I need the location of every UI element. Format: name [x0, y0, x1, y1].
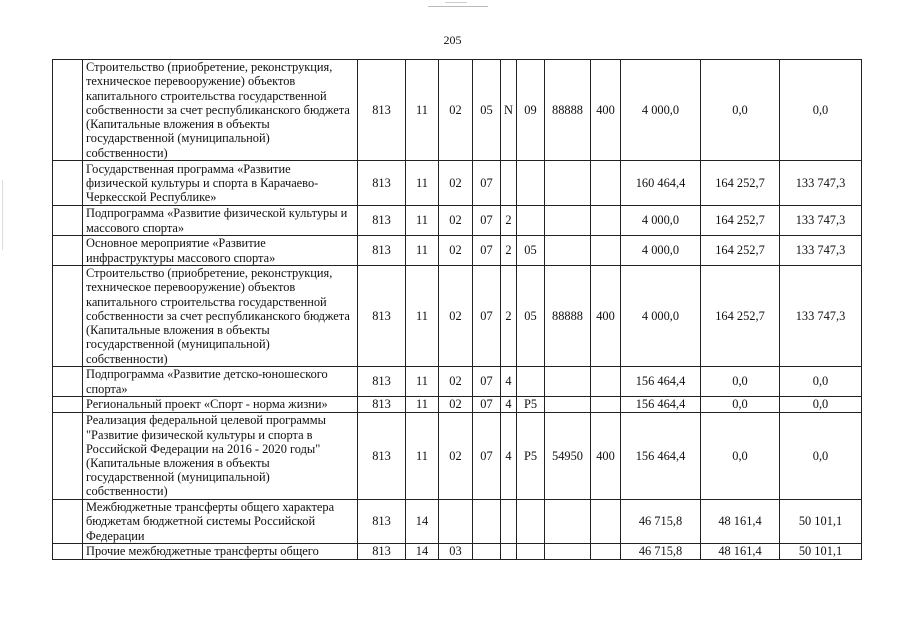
grbs-code: 813 — [358, 544, 406, 560]
sum-year-2: 164 252,7 — [701, 236, 780, 266]
subprogram-code — [501, 161, 517, 206]
direction-code — [545, 206, 591, 236]
blank-cell — [53, 544, 83, 560]
sum-year-1: 156 464,4 — [621, 367, 701, 397]
grbs-code: 813 — [358, 236, 406, 266]
budget-table-body — [53, 60, 862, 560]
blank-cell — [53, 236, 83, 266]
subprogram-code: 2 — [501, 206, 517, 236]
sum-year-2: 48 161,4 — [701, 500, 780, 544]
event-code: P5 — [517, 397, 545, 413]
sum-year-3: 0,0 — [780, 367, 862, 397]
sum-year-1: 4 000,0 — [621, 206, 701, 236]
sum-year-1: 156 464,4 — [621, 397, 701, 413]
sum-year-2: 164 252,7 — [701, 266, 780, 367]
sum-year-1: 46 715,8 — [621, 500, 701, 544]
grbs-code: 813 — [358, 206, 406, 236]
expense-type-code — [591, 544, 621, 560]
row-name: Государственная программа «Развитие физической культуры и спорта в Карачаево-Черкесской Республике» — [83, 161, 358, 206]
section-code: 11 — [406, 60, 439, 161]
sum-year-2: 48 161,4 — [701, 544, 780, 560]
table-row — [53, 60, 862, 161]
subsection-code: 02 — [439, 161, 473, 206]
expense-type-code — [591, 161, 621, 206]
subsection-code — [439, 500, 473, 544]
expense-type-code — [591, 206, 621, 236]
section-code: 11 — [406, 161, 439, 206]
sum-year-2: 0,0 — [701, 413, 780, 500]
section-code: 11 — [406, 367, 439, 397]
subsection-code: 02 — [439, 206, 473, 236]
subsection-code: 02 — [439, 266, 473, 367]
direction-code — [545, 367, 591, 397]
grbs-code: 813 — [358, 500, 406, 544]
sum-year-3: 0,0 — [780, 413, 862, 500]
section-code: 11 — [406, 397, 439, 413]
grbs-code: 813 — [358, 60, 406, 161]
event-code — [517, 500, 545, 544]
expense-type-code: 400 — [591, 266, 621, 367]
sum-year-2: 0,0 — [701, 367, 780, 397]
row-name: Подпрограмма «Развитие физической культуры и массового спорта» — [83, 206, 358, 236]
event-code — [517, 206, 545, 236]
event-code — [517, 367, 545, 397]
program-code: 07 — [473, 367, 501, 397]
sum-year-1: 160 464,4 — [621, 161, 701, 206]
direction-code — [545, 397, 591, 413]
blank-cell — [53, 500, 83, 544]
subprogram-code: 4 — [501, 397, 517, 413]
blank-cell — [53, 161, 83, 206]
grbs-code: 813 — [358, 397, 406, 413]
row-name: Строительство (приобретение, реконструкция, техническое перевооружение) объектов капитального строительства государственной собственности за счет республиканского бюджета (Капитальные вложения в объекты государственной (муниципальной) собственности) — [83, 266, 358, 367]
sum-year-3: 133 747,3 — [780, 266, 862, 367]
sum-year-3: 0,0 — [780, 397, 862, 413]
sum-year-3: 133 747,3 — [780, 236, 862, 266]
program-code: 07 — [473, 161, 501, 206]
subprogram-code — [501, 500, 517, 544]
direction-code: 88888 — [545, 60, 591, 161]
table-row — [53, 161, 862, 206]
subsection-code: 02 — [439, 397, 473, 413]
row-name: Основное мероприятие «Развитие инфраструктуры массового спорта» — [83, 236, 358, 266]
direction-code — [545, 236, 591, 266]
program-code: 05 — [473, 60, 501, 161]
event-code: 05 — [517, 266, 545, 367]
row-name: Межбюджетные трансферты общего характера бюджетам бюджетной системы Российской Федерации — [83, 500, 358, 544]
event-code: 09 — [517, 60, 545, 161]
subprogram-code: N — [501, 60, 517, 161]
section-code: 14 — [406, 544, 439, 560]
event-code: 05 — [517, 236, 545, 266]
subsection-code: 02 — [439, 236, 473, 266]
program-code: 07 — [473, 397, 501, 413]
subprogram-code: 4 — [501, 413, 517, 500]
table-row — [53, 266, 862, 367]
sum-year-1: 4 000,0 — [621, 236, 701, 266]
direction-code: 54950 — [545, 413, 591, 500]
subsection-code: 02 — [439, 367, 473, 397]
subsection-code: 02 — [439, 60, 473, 161]
expense-type-code: 400 — [591, 60, 621, 161]
sum-year-1: 156 464,4 — [621, 413, 701, 500]
row-name: Строительство (приобретение, реконструкция, техническое перевооружение) объектов капитального строительства государственной собственности за счет республиканского бюджета (Капитальные вложения в объекты государственной (муниципальной) собственности) — [83, 60, 358, 161]
blank-cell — [53, 397, 83, 413]
blank-cell — [53, 266, 83, 367]
program-code — [473, 544, 501, 560]
scan-mark-left — [2, 180, 3, 250]
program-code: 07 — [473, 266, 501, 367]
section-code: 11 — [406, 266, 439, 367]
program-code: 07 — [473, 413, 501, 500]
event-code — [517, 161, 545, 206]
sum-year-3: 133 747,3 — [780, 206, 862, 236]
sum-year-1: 4 000,0 — [621, 60, 701, 161]
expense-type-code — [591, 236, 621, 266]
direction-code: 88888 — [545, 266, 591, 367]
table-row — [53, 367, 862, 397]
scan-mark-top-short — [445, 2, 467, 3]
grbs-code: 813 — [358, 266, 406, 367]
subprogram-code: 2 — [501, 266, 517, 367]
direction-code — [545, 161, 591, 206]
blank-cell — [53, 60, 83, 161]
sum-year-3: 50 101,1 — [780, 500, 862, 544]
table-row — [53, 413, 862, 500]
sum-year-3: 0,0 — [780, 60, 862, 161]
scan-mark-top — [428, 6, 488, 7]
table-row — [53, 236, 862, 266]
grbs-code: 813 — [358, 367, 406, 397]
section-code: 11 — [406, 236, 439, 266]
grbs-code: 813 — [358, 161, 406, 206]
sum-year-3: 50 101,1 — [780, 544, 862, 560]
program-code: 07 — [473, 206, 501, 236]
program-code: 07 — [473, 236, 501, 266]
row-name: Прочие межбюджетные трансферты общего — [83, 544, 358, 560]
table-row — [53, 500, 862, 544]
subsection-code: 02 — [439, 413, 473, 500]
sum-year-1: 4 000,0 — [621, 266, 701, 367]
direction-code — [545, 544, 591, 560]
subprogram-code: 4 — [501, 367, 517, 397]
page-number: 205 — [443, 33, 462, 47]
blank-cell — [53, 367, 83, 397]
expense-type-code: 400 — [591, 413, 621, 500]
grbs-code: 813 — [358, 413, 406, 500]
subprogram-code: 2 — [501, 236, 517, 266]
sum-year-3: 133 747,3 — [780, 161, 862, 206]
expense-type-code — [591, 397, 621, 413]
section-code: 11 — [406, 413, 439, 500]
section-code: 14 — [406, 500, 439, 544]
direction-code — [545, 500, 591, 544]
table-row — [53, 206, 862, 236]
program-code — [473, 500, 501, 544]
row-name: Реализация федеральной целевой программы "Развитие физической культуры и спорта в Российской Федерации на 2016 - 2020 годы" (Капитальные вложения в объекты государственной (муниципальной) собственности) — [83, 413, 358, 500]
row-name: Региональный проект «Спорт - норма жизни» — [83, 397, 358, 413]
event-code — [517, 544, 545, 560]
sum-year-1: 46 715,8 — [621, 544, 701, 560]
sum-year-2: 164 252,7 — [701, 161, 780, 206]
sum-year-2: 0,0 — [701, 60, 780, 161]
expense-type-code — [591, 500, 621, 544]
blank-cell — [53, 206, 83, 236]
table-row — [53, 397, 862, 413]
sum-year-2: 164 252,7 — [701, 206, 780, 236]
sum-year-2: 0,0 — [701, 397, 780, 413]
event-code: P5 — [517, 413, 545, 500]
section-code: 11 — [406, 206, 439, 236]
subsection-code: 03 — [439, 544, 473, 560]
blank-cell — [53, 413, 83, 500]
expense-type-code — [591, 367, 621, 397]
row-name: Подпрограмма «Развитие детско-юношеского спорта» — [83, 367, 358, 397]
subprogram-code — [501, 544, 517, 560]
budget-table — [52, 59, 862, 560]
table-row — [53, 544, 862, 560]
